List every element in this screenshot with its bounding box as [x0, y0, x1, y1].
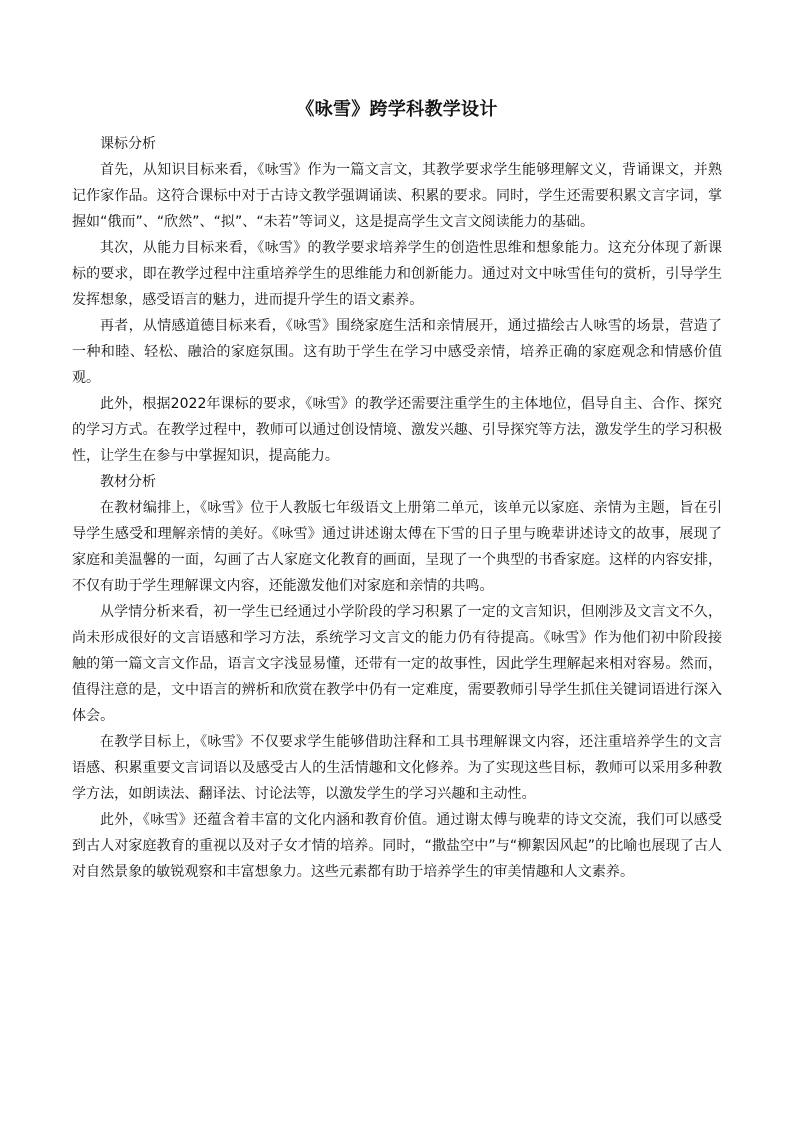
document-title: 《咏雪》跨学科教学设计	[296, 99, 498, 120]
section-heading: 课标分析	[100, 136, 156, 152]
paragraph: 首先，从知识目标来看，《咏雪》作为一篇文言文，其教学要求学生能够理解文义，背诵课文，并熟记作家作品。这符合课标中对于古诗文教学强调诵读、积累的要求。同时，学生还需要积累文言字词，掌握如“俄而”、“欣然”、“拟”、“未若”等词义，这是提高学生文言文阅读能力的基础。	[72, 162, 722, 230]
document-page	[72, 96, 722, 885]
paragraph: 此外，根据2022年课标的要求，《咏雪》的教学还需要注重学生的主体地位，倡导自主、合作、探究的学习方式。在教学过程中，教师可以通过创设情境、激发兴趣、引导探究等方法，激发学生的学习积极性，让学生在参与中掌握知识，提高能力。	[72, 396, 722, 464]
paragraph: 在教学目标上，《咏雪》不仅要求学生能够借助注释和工具书理解课文内容，还注重培养学生的文言语感、积累重要文言词语以及感受古人的生活情趣和文化修养。为了实现这些目标，教师可以采用多种教学方法，如朗读法、翻译法、讨论法等，以激发学生的学习兴趣和主动性。	[72, 734, 722, 802]
section-textbook-analysis	[72, 469, 722, 885]
paragraph: 从学情分析来看，初一学生已经通过小学阶段的学习积累了一定的文言知识，但刚涉及文言文不久，尚未形成很好的文言语感和学习方法，系统学习文言文的能力仍有待提高。《咏雪》作为他们初中阶段接触的第一篇文言文作品，语言文字浅显易懂，还带有一定的故事性，因此学生理解起来相对容易。然而，值得注意的是，文中语言的辨析和欣赏在教学中仍有一定难度，需要教师引导学生抓住关键词语进行深入体会。	[72, 604, 722, 724]
paragraph: 其次，从能力目标来看，《咏雪》的教学要求培养学生的创造性思维和想象能力。这充分体现了新课标的要求，即在教学过程中注重培养学生的思维能力和创新能力。通过对文中咏雪佳句的赏析，引导学生发挥想象，感受语言的魅力，进而提升学生的语文素养。	[72, 240, 722, 308]
section-heading: 教材分析	[100, 474, 156, 490]
paragraph: 此外，《咏雪》还蕴含着丰富的文化内涵和教育价值。通过谢太傅与晚辈的诗文交流，我们可以感受到古人对家庭教育的重视以及对子女才情的培养。同时，“撒盐空中”与“柳絮因风起”的比喻也展现了古人对自然景象的敏锐观察和丰富想象力。这些元素都有助于培养学生的审美情趣和人文素养。	[72, 812, 722, 880]
section-curriculum-analysis	[72, 131, 722, 469]
paragraph: 再者，从情感道德目标来看，《咏雪》围绕家庭生活和亲情展开，通过描绘古人咏雪的场景，营造了一种和睦、轻松、融洽的家庭氛围。这有助于学生在学习中感受亲情，培养正确的家庭观念和情感价值观。	[72, 318, 722, 386]
paragraph: 在教材编排上，《咏雪》位于人教版七年级语文上册第二单元，该单元以家庭、亲情为主题，旨在引导学生感受和理解亲情的美好。《咏雪》通过讲述谢太傅在下雪的日子里与晚辈讲述诗文的故事，展现了家庭和美温馨的一面，勾画了古人家庭文化教育的画面，呈现了一个典型的书香家庭。这样的内容安排，不仅有助于学生理解课文内容，还能激发他们对家庭和亲情的共鸣。	[72, 500, 722, 594]
